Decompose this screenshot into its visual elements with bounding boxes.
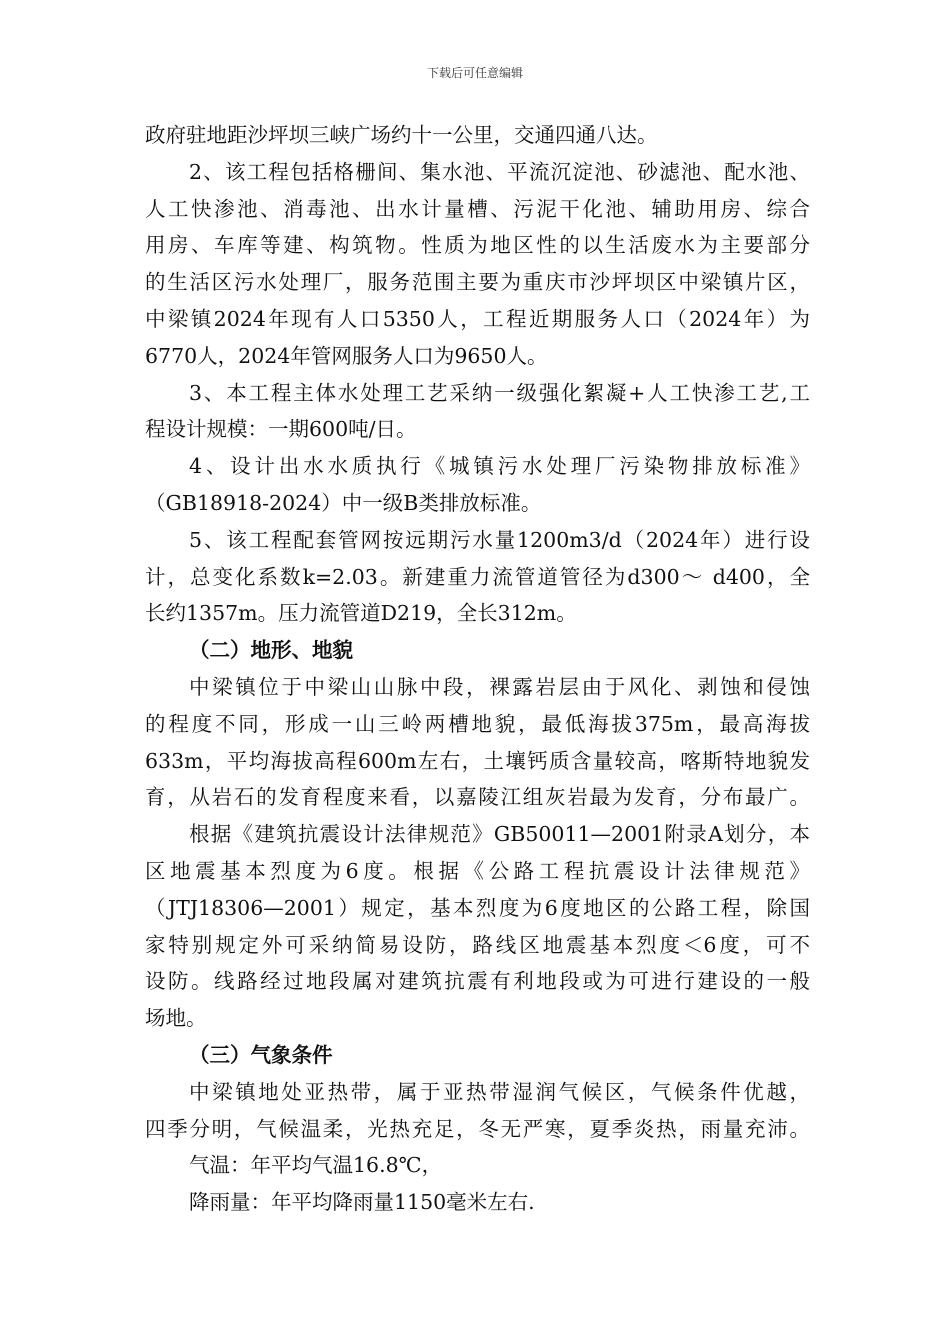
paragraph-line: 5、该工程配套管网按远期污水量1200m3/d（2024年）进行设 — [189, 527, 810, 552]
paragraph-line: 4、设计出水水质执行《城镇污水处理厂污染物排放标准》 — [189, 454, 810, 479]
paragraph-line: 四季分明，气候温柔，光热充足，冬无严寒，夏季炎热，雨量充沛。 — [145, 1116, 810, 1141]
paragraph-line: 设防。线路经过地段属对建筑抗震有利地段或为可进行建设的一般 — [145, 969, 810, 994]
paragraph-line: 场地。 — [145, 1006, 207, 1031]
paragraph-line: 区地震基本烈度为6度。根据《公路工程抗震设计法律规范》 — [145, 858, 810, 883]
paragraph-line: 6770人，2024年管网服务人口为9650人。 — [145, 343, 548, 368]
document-body — [145, 117, 810, 1221]
section-heading: （二）地形、地貌 — [189, 638, 353, 663]
paragraph-line: 计，总变化系数k=2.03。新建重力流管道管径为d300～ d400，全 — [145, 564, 810, 589]
paragraph-line: 气温：年平均气温16.8℃， — [189, 1153, 443, 1178]
paragraph-line: 程设计规模：一期600吨/日。 — [145, 417, 417, 442]
paragraph-line: 根据《建筑抗震设计法律规范》GB50011—2001附录A划分，本 — [189, 822, 810, 847]
paragraph-line: 2、该工程包括格栅间、集水池、平流沉淀池、砂滤池、配水池、 — [189, 159, 810, 184]
section-heading: （三）气象条件 — [189, 1042, 333, 1067]
paragraph-line: 的生活区污水处理厂，服务范围主要为重庆市沙坪坝区中梁镇片区， — [145, 270, 810, 295]
paragraph-line: 的程度不同，形成一山三岭两槽地貌，最低海拔375m，最高海拔 — [145, 711, 810, 736]
page-header: 下载后可任意编辑 — [426, 66, 523, 80]
paragraph-line: （JTJ18306—2001）规定，基本烈度为6度地区的公路工程，除国 — [145, 895, 810, 920]
paragraph-line: （GB18918-2024）中一级B类排放标准。 — [145, 490, 542, 515]
paragraph-line: 家特别规定外可采纳简易设防，路线区地震基本烈度＜6度，可不 — [145, 932, 810, 957]
paragraph-line: 中梁镇地处亚热带，属于亚热带湿润气候区，气候条件优越， — [189, 1079, 810, 1104]
paragraph-line: 中梁镇2024年现有人口5350人，工程近期服务人口（2024年）为 — [145, 306, 810, 331]
paragraph-line: 3、本工程主体水处理工艺采纳一级强化絮凝+人工快渗工艺,工 — [189, 380, 810, 405]
paragraph-line: 用房、车库等建、构筑物。性质为地区性的以生活废水为主要部分 — [145, 233, 810, 258]
paragraph-line: 育，从岩石的发育程度来看，以嘉陵江组灰岩最为发育，分布最广。 — [145, 785, 810, 810]
paragraph-line: 633m，平均海拔高程600m左右，土壤钙质含量较高，喀斯特地貌发 — [145, 748, 810, 773]
paragraph-line: 降雨量：年平均降雨量1150毫米左右. — [189, 1190, 535, 1215]
paragraph-line: 中梁镇位于中梁山山脉中段，裸露岩层由于风化、剥蚀和侵蚀 — [189, 674, 810, 699]
paragraph-line: 长约1357m。压力流管道D219，全长312m。 — [145, 601, 577, 626]
paragraph-line: 政府驻地距沙坪坝三峡广场约十一公里，交通四通八达。 — [145, 123, 658, 147]
paragraph-line: 人工快渗池、消毒池、出水计量槽、污泥干化池、辅助用房、综合 — [145, 196, 810, 221]
